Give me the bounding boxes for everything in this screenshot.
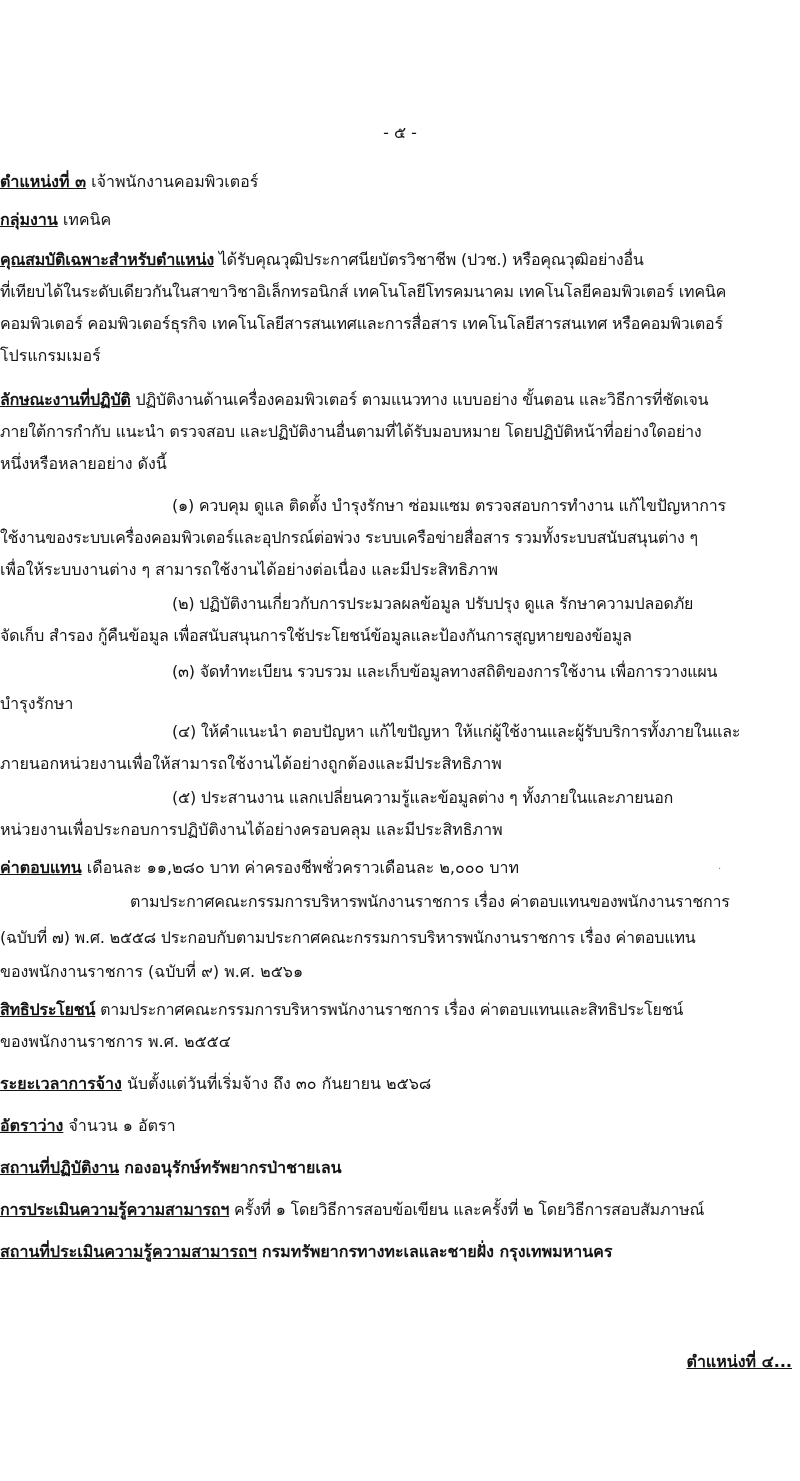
scan-speck: · <box>718 864 722 875</box>
assessment-place-label: สถานที่ประเมินความรู้ความสามารถฯ <box>0 1242 257 1261</box>
workplace-label: สถานที่ปฏิบัติงาน <box>0 1158 120 1177</box>
compensation-text-1: เดือนละ ๑๑,๒๘๐ บาท ค่าครองชีพชั่วคราวเดือนละ ๒,๐๐๐ บาท <box>86 858 520 877</box>
compensation-label: ค่าตอบแทน <box>0 858 82 877</box>
group-value: เทคนิค <box>62 210 112 229</box>
duties-line-3: หนึ่งหรือหลายอย่าง ดังนี้ <box>0 454 167 473</box>
benefits-label: สิทธิประโยชน์ <box>0 1000 96 1019</box>
workplace-value: กองอนุรักษ์ทรัพยากรป่าชายเลน <box>124 1158 342 1177</box>
compensation-line-3: (ฉบับที่ ๗) พ.ศ. ๒๕๕๘ ประกอบกับตามประกาศคณะกรรมการบริหารพนักงานราชการ เรื่อง ค่าตอบแทน <box>0 928 696 947</box>
period-line <box>0 1074 431 1094</box>
duty-item-5-line-1: (๕) ประสานงาน แลกเปลี่ยนความรู้และข้อมูลต่าง ๆ ทั้งภายในและภายนอก <box>172 788 674 807</box>
duties-line-1 <box>0 390 708 410</box>
compensation-line-2: ตามประกาศคณะกรรมการบริหารพนักงานราชการ เรื่อง ค่าตอบแทนของพนักงานราชการ <box>130 892 730 911</box>
qualification-line-2: ที่เทียบได้ในระดับเดียวกันในสาขาวิชาอิเล็กทรอนิกส์ เทคโนโลยีโทรคมนาคม เทคโนโลยีคอมพิวเตอร์ เทคนิค <box>0 282 727 301</box>
compensation-line-4: ของพนักงานราชการ (ฉบับที่ ๙) พ.ศ. ๒๕๖๑ <box>0 962 304 981</box>
duty-item-5-line-2: หน่วยงานเพื่อประกอบการปฏิบัติงานได้อย่างครอบคลุม และมีประสิทธิภาพ <box>0 820 503 839</box>
position-label: ตำแหน่งที่ ๓ <box>0 172 87 191</box>
assessment-label: การประเมินความรู้ความสามารถฯ <box>0 1200 230 1219</box>
benefits-line-2: ของพนักงานราชการ พ.ศ. ๒๕๕๔ <box>0 1032 231 1051</box>
vacancy-value: จำนวน ๑ อัตรา <box>68 1116 176 1135</box>
compensation-line-1 <box>0 858 519 878</box>
duty-item-4-line-2: ภายนอกหน่วยงานเพื่อให้สามารถใช้งานได้อย่างถูกต้องและมีประสิทธิภาพ <box>0 754 502 773</box>
duty-item-2-line-1: (๒) ปฏิบัติงานเกี่ยวกับการประมวลผลข้อมูล ปรับปรุง ดูแล รักษาความปลอดภัย <box>172 594 694 613</box>
qualification-line-4: โปรแกรมเมอร์ <box>0 346 101 365</box>
benefits-line-1 <box>0 1000 683 1020</box>
page-number: - ๕ - <box>383 123 417 142</box>
position-line <box>0 172 258 192</box>
group-line <box>0 210 111 230</box>
duty-item-1-line-3: เพื่อให้ระบบงานต่าง ๆ สามารถใช้งานได้อย่างต่อเนื่อง และมีประสิทธิภาพ <box>0 560 499 579</box>
duty-item-3-line-2: บำรุงรักษา <box>0 694 74 713</box>
vacancy-label: อัตราว่าง <box>0 1116 64 1135</box>
assessment-place-line <box>0 1242 612 1262</box>
assessment-line <box>0 1200 704 1220</box>
qualification-line-1 <box>0 250 644 270</box>
duty-item-1-line-2: ใช้งานของระบบเครื่องคอมพิวเตอร์และอุปกรณ์ต่อพ่วง ระบบเครือข่ายสื่อสาร รวมทั้งระบบสนับสนุนต่าง ๆ <box>0 528 698 547</box>
qualification-label: คุณสมบัติเฉพาะสำหรับตำแหน่ง <box>0 250 214 269</box>
next-page-marker: ตำแหน่งที่ ๔... <box>686 1352 792 1371</box>
duty-item-3-line-1: (๓) จัดทำทะเบียน รวบรวม และเก็บข้อมูลทางสถิติของการใช้งาน เพื่อการวางแผน <box>172 662 718 681</box>
vacancy-line <box>0 1116 176 1136</box>
period-label: ระยะเวลาการจ้าง <box>0 1074 122 1093</box>
duty-item-2-line-2: จัดเก็บ สำรอง กู้คืนข้อมูล เพื่อสนับสนุนการใช้ประโยชน์ข้อมูลและป้องกันการสูญหายของข้อมูล <box>0 626 632 645</box>
assessment-place-value: กรมทรัพยากรทางทะเลและชายฝั่ง กรุงเทพมหานคร <box>261 1242 613 1261</box>
workplace-line <box>0 1158 342 1178</box>
duties-line-2: ภายใต้การกำกับ แนะนำ ตรวจสอบ และปฏิบัติงานอื่นตามที่ได้รับมอบหมาย โดยปฏิบัติหน้าที่อย่างใดอย่าง <box>0 422 702 441</box>
benefits-text-1: ตามประกาศคณะกรรมการบริหารพนักงานราชการ เรื่อง ค่าตอบแทนและสิทธิประโยชน์ <box>100 1000 684 1019</box>
duty-item-1-line-1: (๑) ควบคุม ดูแล ติดตั้ง บำรุงรักษา ซ่อมแซม ตรวจสอบการทำงาน แก้ไขปัญหาการ <box>172 496 726 515</box>
position-value: เจ้าพนักงานคอมพิวเตอร์ <box>91 172 259 191</box>
qualification-line-3: คอมพิวเตอร์ คอมพิวเตอร์ธุรกิจ เทคโนโลยีสารสนเทศและการสื่อสาร เทคโนโลยีสารสนเทศ หรือคอมพิวเตอร์ <box>0 314 723 333</box>
duties-label: ลักษณะงานที่ปฏิบัติ <box>0 390 131 409</box>
duties-text-1: ปฏิบัติงานด้านเครื่องคอมพิวเตอร์ ตามแนวทาง แบบอย่าง ขั้นตอน และวิธีการที่ชัดเจน <box>135 390 709 409</box>
duty-item-4-line-1: (๔) ให้คำแนะนำ ตอบปัญหา แก้ไขปัญหา ให้แก่ผู้ใช้งานและผู้รับบริการทั้งภายในและ <box>172 722 741 741</box>
period-value: นับตั้งแต่วันที่เริ่มจ้าง ถึง ๓๐ กันยายน ๒๕๖๘ <box>126 1074 432 1093</box>
qualification-text-1: ได้รับคุณวุฒิประกาศนียบัตรวิชาชีพ (ปวช.) หรือคุณวุฒิอย่างอื่น <box>218 250 644 269</box>
assessment-value: ครั้งที่ ๑ โดยวิธีการสอบข้อเขียน และครั้งที่ ๒ โดยวิธีการสอบสัมภาษณ์ <box>234 1200 705 1219</box>
group-label: กลุ่มงาน <box>0 210 58 229</box>
